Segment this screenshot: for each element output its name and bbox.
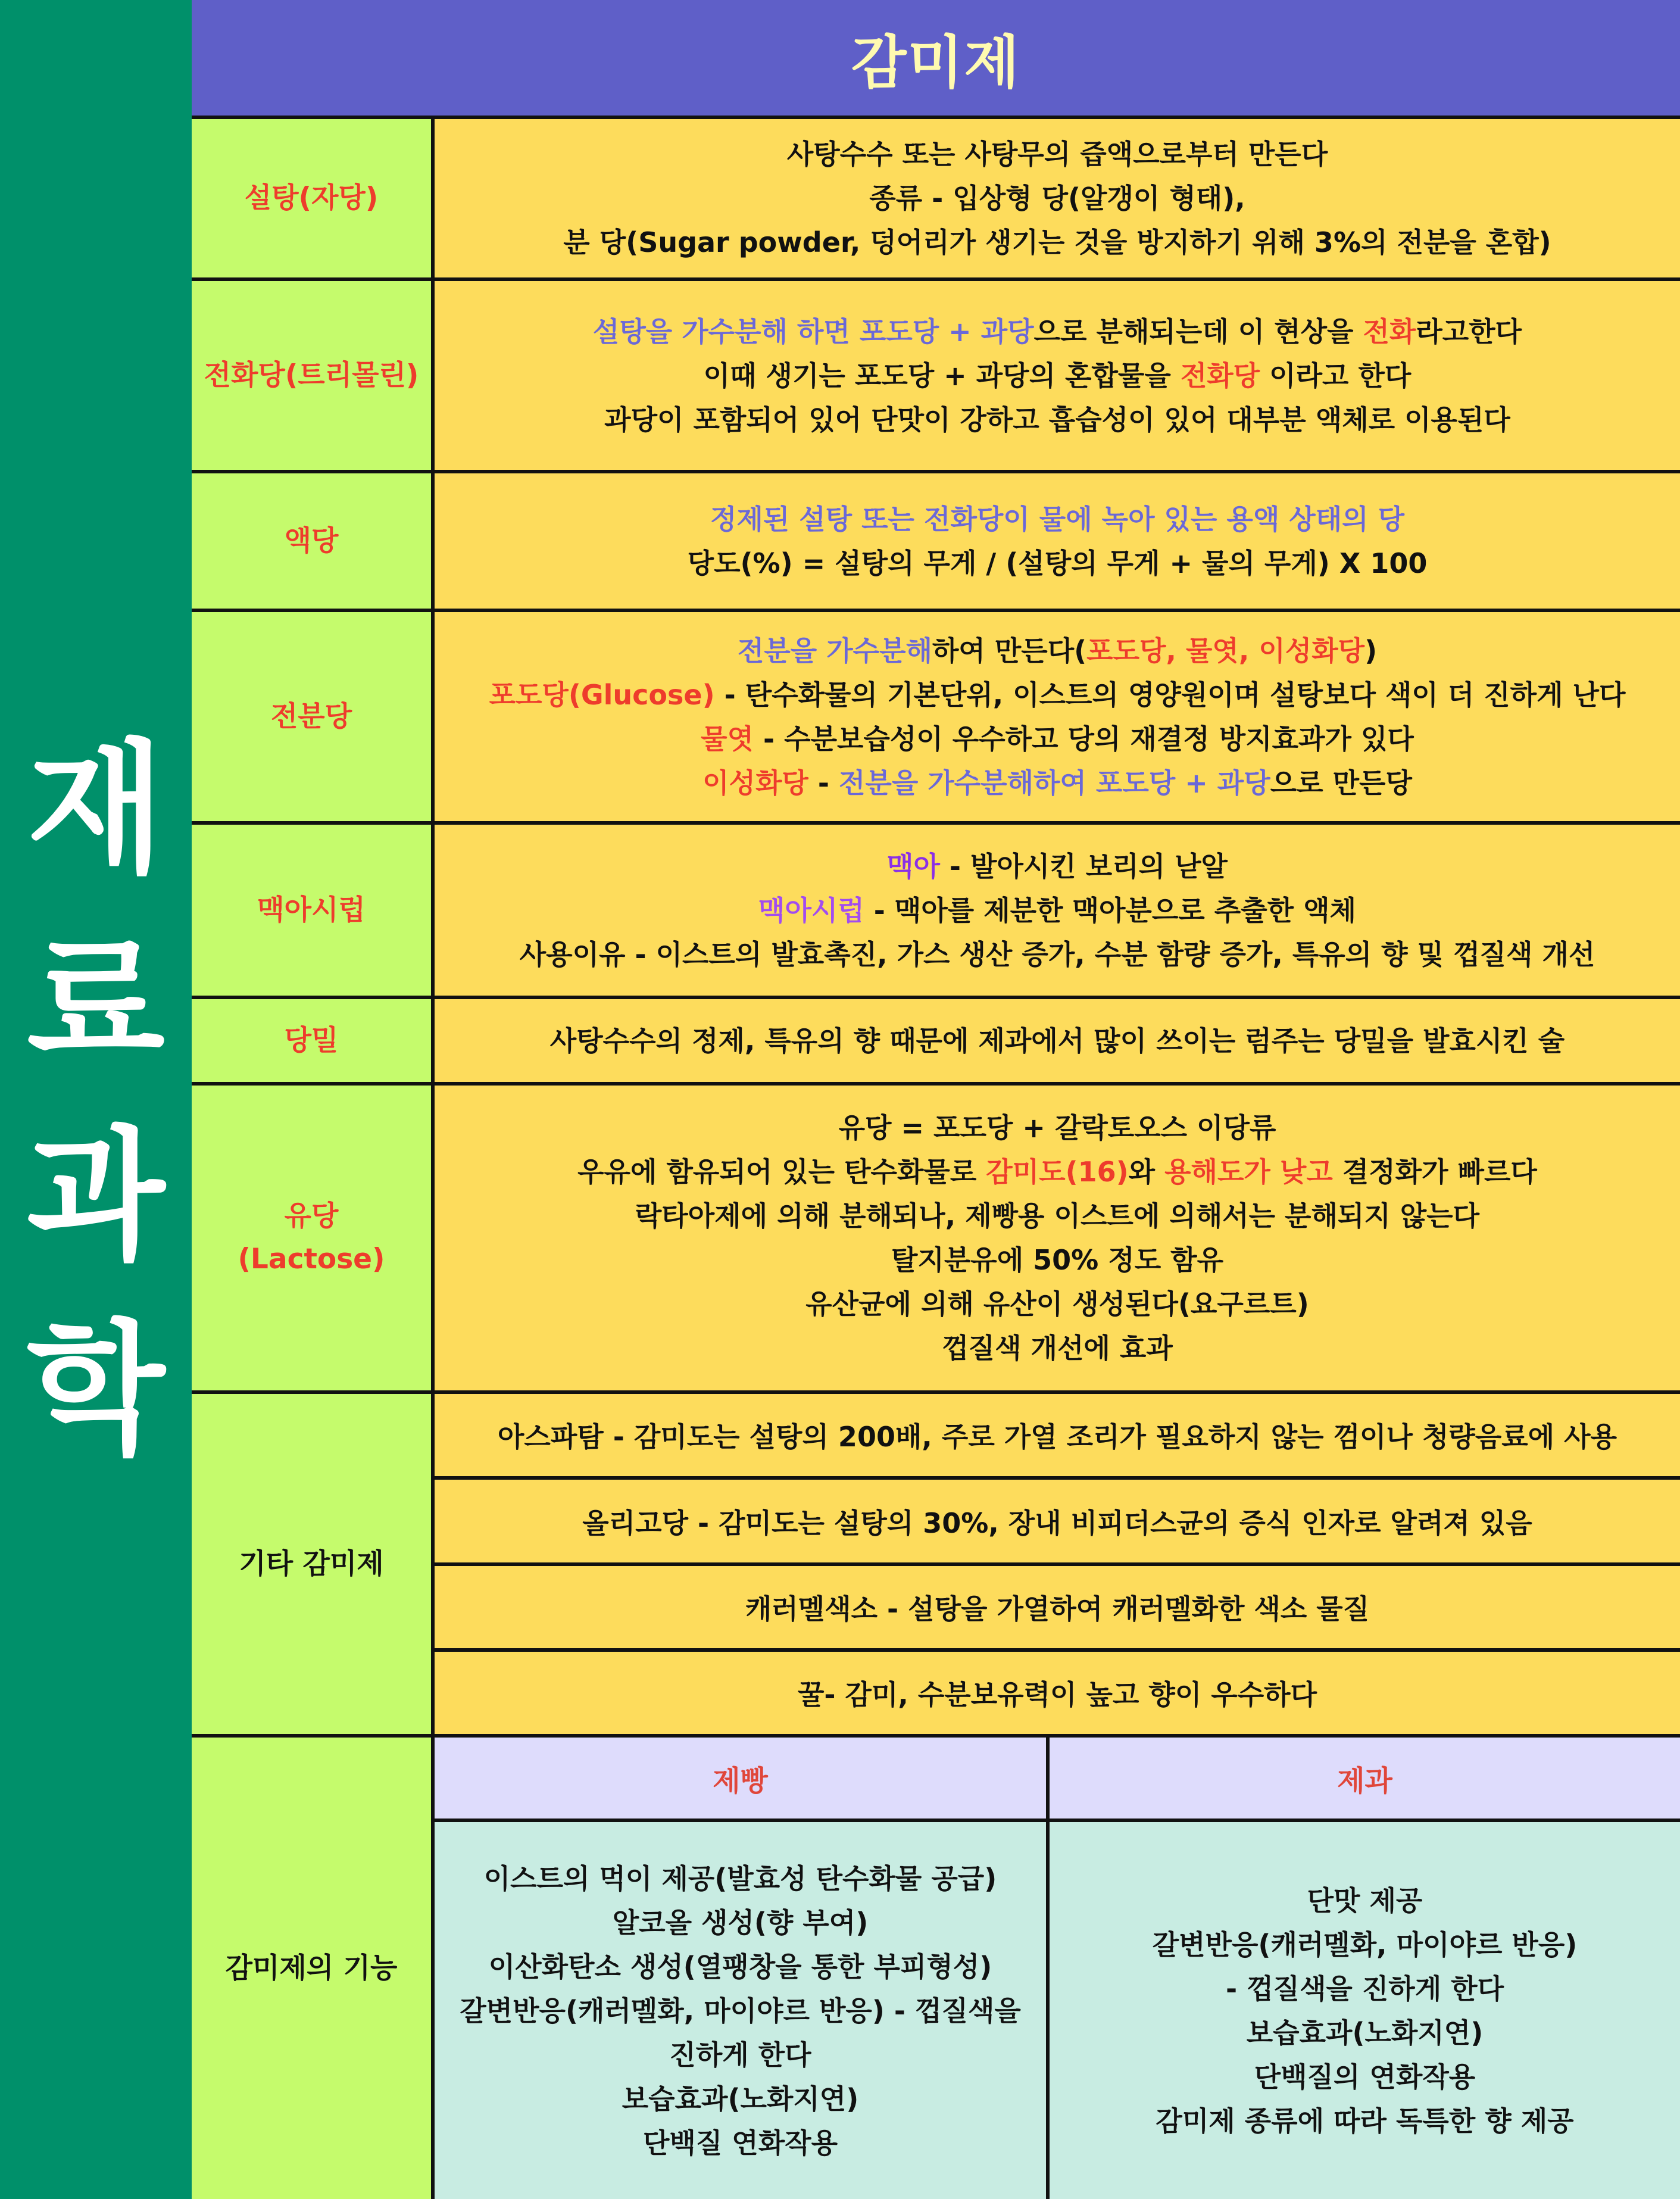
- text-line: 탈지분유에 50% 정도 함유: [891, 1244, 1224, 1276]
- text-line: 갈변반응(캐러멜화, 마이야르 반응): [1152, 1928, 1578, 1961]
- sidebar-char: 학: [27, 1306, 165, 1473]
- text-line: 단백질의 연화작용: [1254, 2060, 1476, 2093]
- text-line: [887, 844, 1228, 888]
- text-span: - 맥아를 제분한 맥아분으로 추출한 액체: [864, 894, 1356, 927]
- text-line: [701, 717, 1414, 761]
- text-line: 보습효과(노화지연): [622, 2082, 859, 2115]
- row-lactose: [192, 1086, 1680, 1394]
- sidebar-char: 료: [27, 919, 165, 1086]
- row-label: 맥아시럽: [192, 825, 435, 999]
- text-span: ): [1364, 634, 1378, 667]
- text-line: 이스트의 먹이 제공(발효성 탄수화물 공급): [483, 1862, 997, 1895]
- sidebar-char: 재: [27, 725, 165, 893]
- pastry-functions: [1050, 1822, 1680, 2199]
- text-line: 과당이 포함되어 있어 단맛이 강하고 흡습성이 있어 대부분 액체로 이용된다: [604, 403, 1510, 436]
- label-line: 유당: [284, 1200, 339, 1233]
- text-span: 이때 생기는 포도당 + 과당의 혼합물을: [703, 359, 1181, 392]
- text-span: -: [808, 766, 839, 799]
- highlight-text: 전분을 가수분해하여 포도당 + 과당: [838, 766, 1270, 799]
- highlight-text: 포도당, 물엿, 이성화당: [1086, 634, 1365, 667]
- row-liquid-sugar: [192, 473, 1680, 612]
- bread-header: 제빵: [435, 1738, 1050, 1822]
- row-label: 전분당: [192, 612, 435, 825]
- text-span: 이라고 한다: [1260, 359, 1412, 392]
- text-line: [702, 761, 1412, 805]
- text-line: [704, 354, 1412, 398]
- sub-item: 캐러멜색소 - 설탕을 가열하여 캐러멜화한 색소 물질: [435, 1566, 1680, 1652]
- row-sweetener-functions: [192, 1738, 1680, 2199]
- row-body: [435, 999, 1680, 1086]
- label-line: (Lactose): [238, 1243, 385, 1275]
- highlight-text: 감미도(16): [986, 1156, 1129, 1188]
- bread-functions: [435, 1822, 1050, 2199]
- main-table: [192, 0, 1680, 2199]
- text-line: 정제된 설탕 또는 전화당이 물에 녹아 있는 용액 상태의 당: [710, 503, 1405, 535]
- highlight-text: 전분을 가수분해: [737, 634, 932, 667]
- row-label: 당밀: [192, 999, 435, 1086]
- text-line: 단백질 연화작용: [642, 2126, 838, 2159]
- highlight-text: 이성화당: [702, 766, 808, 799]
- row-invert-sugar: [192, 281, 1680, 473]
- row-body: [435, 612, 1680, 825]
- text-line: 유산균에 의해 유산이 생성된다(요구르트): [805, 1288, 1309, 1320]
- text-line: [489, 673, 1626, 717]
- sub-item: 올리고당 - 감미도는 설탕의 30%, 장내 비피더스균의 증식 인자로 알려져 있음: [435, 1480, 1680, 1566]
- row-body: [435, 1086, 1680, 1394]
- highlight-text: 설탕을 가수분해 하면 포도당 + 과당: [592, 315, 1034, 348]
- text-line: [758, 888, 1356, 932]
- highlight-text: 전화: [1363, 315, 1416, 348]
- text-line: 갈변반응(캐러멜화, 마이야르 반응) - 껍질색을: [460, 1994, 1021, 2027]
- text-line: - 껍질색을 진하게 한다: [1225, 1972, 1504, 2005]
- sidebar-title: [0, 0, 192, 2199]
- text-line: 사용이유 - 이스트의 발효촉진, 가스 생산 증가, 수분 함량 증가, 특유의 향 및 껍질색 개선: [519, 938, 1595, 971]
- text-line: 보습효과(노화지연): [1246, 2016, 1484, 2049]
- text-line: [738, 629, 1377, 673]
- text-line: 종류 - 입상형 당(알갱이 형태),: [869, 182, 1245, 214]
- row-other-sweeteners: [192, 1394, 1680, 1738]
- highlight-text: 포도당(Glucose): [489, 678, 715, 711]
- row-label: 전화당(트리몰린): [192, 281, 435, 473]
- text-line: 당도(%) = 설탕의 무게 / (설탕의 무게 + 물의 무게) X 100: [687, 547, 1428, 579]
- text-span: 으로 만든당: [1270, 766, 1412, 799]
- text-span: 라고한다: [1416, 315, 1522, 348]
- pastry-header: 제과: [1050, 1738, 1680, 1822]
- sidebar-char: 과: [27, 1112, 165, 1280]
- text-line: 사탕수수 또는 사탕무의 즙액으로부터 만든다: [786, 138, 1328, 170]
- text-line: 락타아제에 의해 분해되나, 제빵용 이스트에 의해서는 분해되지 않는다: [635, 1200, 1480, 1232]
- highlight-text: 맥아: [887, 850, 940, 882]
- sub-item: 아스파탐 - 감미도는 설탕의 200배, 주로 가열 조리가 필요하지 않는 껌이나 청량음료에 사용: [435, 1394, 1680, 1480]
- row-body: [435, 119, 1680, 281]
- highlight-text: 물엿: [701, 722, 754, 755]
- row-body: [435, 281, 1680, 473]
- row-starch-sugar: [192, 612, 1680, 825]
- row-sugar: [192, 119, 1680, 281]
- row-label: 감미제의 기능: [192, 1738, 435, 2199]
- text-span: 결정화가 빠르다: [1332, 1156, 1537, 1188]
- page-title: 감미제: [851, 29, 1021, 96]
- text-line: 분 당(Sugar powder, 덩어리가 생기는 것을 방지하기 위해 3%의 전분을 혼합): [563, 226, 1551, 258]
- highlight-text: 용해도가 낮고: [1164, 1156, 1333, 1188]
- text-span: - 수분보습성이 우수하고 당의 재결정 방지효과가 있다: [754, 722, 1414, 755]
- row-label: 기타 감미제: [192, 1394, 435, 1738]
- text-line: 알코올 생성(향 부여): [612, 1906, 869, 1939]
- sub-item: 꿀- 감미, 수분보유력이 높고 향이 우수하다: [435, 1652, 1680, 1738]
- text-span: 우유에 함유되어 있는 탄수화물로: [577, 1156, 986, 1188]
- text-span: 와: [1128, 1156, 1165, 1188]
- text-line: 감미제 종류에 따라 독특한 향 제공: [1156, 2104, 1574, 2137]
- text-span: 하여 만든다(: [932, 634, 1087, 667]
- row-molasses: [192, 999, 1680, 1086]
- text-line: [593, 310, 1522, 354]
- page-header: [192, 0, 1680, 119]
- row-label: 설탕(자당): [192, 119, 435, 281]
- row-body: [435, 825, 1680, 999]
- row-body: [435, 473, 1680, 612]
- text-line: 껍질색 개선에 효과: [942, 1332, 1173, 1364]
- row-label: 액당: [192, 473, 435, 612]
- text-span: - 발아시킨 보리의 낟알: [939, 850, 1228, 882]
- highlight-text: 맥아시럽: [758, 894, 864, 927]
- text-line: 단맛 제공: [1307, 1884, 1423, 1917]
- text-line: 이산화탄소 생성(열팽창을 통한 부피형성): [488, 1950, 992, 1983]
- text-span: - 탄수화물의 기본단위, 이스트의 영양원이며 설탕보다 색이 더 진하게 난다: [714, 678, 1626, 711]
- text-line: 진하게 한다: [669, 2038, 811, 2071]
- text-line: 유당 = 포도당 + 갈락토오스 이당류: [838, 1112, 1276, 1144]
- row-label: [192, 1086, 435, 1394]
- highlight-text: 전화당: [1180, 359, 1260, 392]
- row-malt-syrup: [192, 825, 1680, 999]
- text-line: [577, 1150, 1537, 1194]
- text-line: 사탕수수의 정제, 특유의 향 때문에 제과에서 많이 쓰이는 럼주는 당밀을 발효시킨 술: [549, 1024, 1565, 1057]
- text-span: 으로 분해되는데 이 현상을: [1033, 315, 1363, 348]
